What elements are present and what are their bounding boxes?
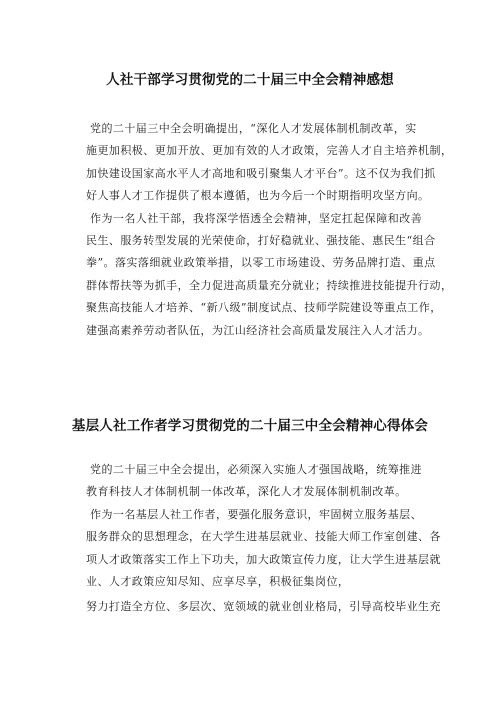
body-line: 群体帮扶等为抓手，全力促进高质量充分就业；持续推进技能提升行动， — [86, 278, 453, 292]
body-line: 建强高素养劳动者队伍，为江山经济社会高质量发展注入人才活力。 — [86, 323, 430, 337]
body-line: 党的二十届三中全会提出，必须深入实施人才强国战略，统筹推进 — [90, 463, 423, 476]
body-line: 项人才政策落实工作上下功夫，加大政策宣传力度，让大学生进基层就 — [86, 552, 441, 566]
body-line: 教育科技人才体制机制一体改革，深化人才发展体制机制改革。 — [86, 485, 407, 499]
section-title-2: 基层人社工作者学习贯彻党的二十届三中全会精神心得体会 — [71, 418, 429, 434]
body-line: 好人事人才工作提供了根本遵循，也为今后一个时期指明攻坚方向。 — [86, 189, 430, 203]
body-line: 努力打造全方位、多层次、宽领域的就业创业格局，引导高校毕业生充 — [86, 600, 441, 613]
section-2-body — [86, 459, 466, 593]
body-line: 服务群众的思想理念，在大学生进基层就业、技能大师工作室创建、各 — [86, 530, 441, 544]
body-line: 党的二十届三中全会明确提出，“深化人才发展体制机制改革，实 — [90, 122, 417, 135]
body-line: 民生、服务转型发展的光荣使命，打好稳就业、强技能、惠民生“组合 — [86, 233, 436, 247]
body-line: 作为一名基层人社工作者，要强化服务意识，牢固树立服务基层、 — [90, 507, 423, 521]
section-2-continuation — [86, 596, 466, 618]
section-1-body — [86, 118, 466, 342]
body-line: 作为一名人社干部，我将深学悟透全会精神，坚定扛起保障和改善 — [90, 211, 423, 225]
body-line: 施更加积极、更加开放、更加有效的人才政策，完善人才自主培养机制， — [86, 144, 453, 158]
body-line: 业、人才政策应知尽知、应享尽享，积极征集岗位， — [86, 574, 350, 588]
body-line: 加快建设国家高水平人才高地和吸引聚集人才平台”。这不仅为我们抓 — [86, 166, 436, 180]
body-line: 拳”。落实落细就业政策举措，以零工市场建设、劳务品牌打造、重点 — [86, 256, 436, 270]
section-title-1: 人社干部学习贯彻党的二十届三中全会精神感想 — [106, 72, 394, 88]
body-line: 聚焦高技能人才培养、“新八级”制度试点、技师学院建设等重点工作， — [86, 301, 442, 315]
